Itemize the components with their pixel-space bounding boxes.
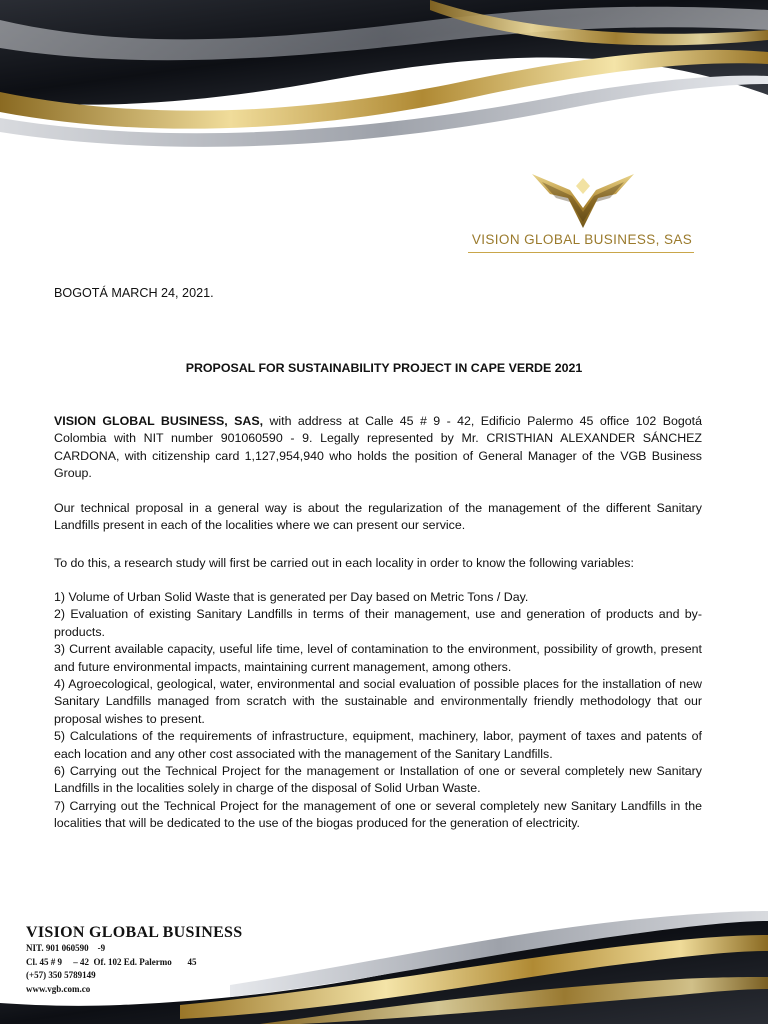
intro-paragraph-text: with address at Calle 45 # 9 - 42, Edificio Palermo 45 office 102 Bogotá Colombia with NIT number 901060590 - 9. Legally represented by Mr. CRISTHIAN ALEXANDER SÁNCHEZ CARDONA, with citizenship card 1,127,954,940 who holds the position of General Manager of the VGB Business Group.	[54, 414, 702, 481]
footer-address: Cl. 45 # 9 – 42 Of. 102 Ed. Palermo 45	[26, 956, 197, 967]
list-item: 6) Carrying out the Technical Project for the management or Installation of one or several completely new Sanitary Landfills in the localities solely in charge of the disposal of Solid Urban Waste.	[54, 764, 702, 796]
list-item: 4) Agroecological, geological, water, environmental and social evaluation of possible places for the installation of new Sanitary Landfills managed from scratch with the sustainable and environmentally friendly methodology that our proposal wishes to present.	[54, 677, 702, 726]
footer-company-info	[26, 924, 242, 996]
company-logo	[462, 168, 702, 258]
document-date: BOGOTÁ MARCH 24, 2021.	[54, 286, 214, 300]
intro-company-name: VISION GLOBAL BUSINESS, SAS,	[54, 414, 264, 428]
proposal-paragraph	[54, 500, 702, 535]
footer-website[interactable]: www.vgb.com.co	[26, 983, 91, 994]
list-item: 5) Calculations of the requirements of infrastructure, equipment, machinery, labor, payment of taxes and patents of each location and any other cost associated with the management of the Sanitary Landfills.	[54, 729, 702, 761]
footer-nit: NIT. 901 060590 -9	[26, 943, 106, 953]
logo-underline	[468, 252, 694, 253]
research-paragraph-text: To do this, a research study will first be carried out in each locality in order to know the following variables:	[54, 556, 634, 570]
list-item: 3) Current available capacity, useful life time, level of contamination to the environment, possibility of growth, present and future environmental impacts, maintaining current management, among others.	[54, 642, 702, 674]
list-item: 1) Volume of Urban Solid Waste that is generated per Day based on Metric Tons / Day.	[54, 590, 529, 604]
list-item: 7) Carrying out the Technical Project for the management of one or several completely new Sanitary Landfills in the localities that will be dedicated to the use of the biogas produced for the generation of electricity.	[54, 798, 702, 831]
research-paragraph	[54, 555, 702, 572]
footer-company-name: VISION GLOBAL BUSINESS	[26, 924, 243, 941]
logo-wordmark: VISION GLOBAL BUSINESS, SAS	[471, 232, 693, 247]
proposal-paragraph-text: Our technical proposal in a general way is about the regularization of the management of the different Sanitary Landfills present in each of the localities where we can present our service.	[54, 501, 702, 533]
variables-list	[54, 589, 702, 833]
footer-phone: (+57) 350 5789149	[26, 970, 96, 980]
document-title: PROPOSAL FOR SUSTAINABILITY PROJECT IN CAPE VERDE 2021	[185, 361, 583, 375]
intro-paragraph	[54, 413, 702, 483]
header-decorative-band	[0, 0, 768, 160]
list-item: 2) Evaluation of existing Sanitary Landfills in terms of their management, use and generation of products and by-products.	[54, 607, 702, 639]
vgb-eagle-emblem-icon	[532, 168, 634, 230]
